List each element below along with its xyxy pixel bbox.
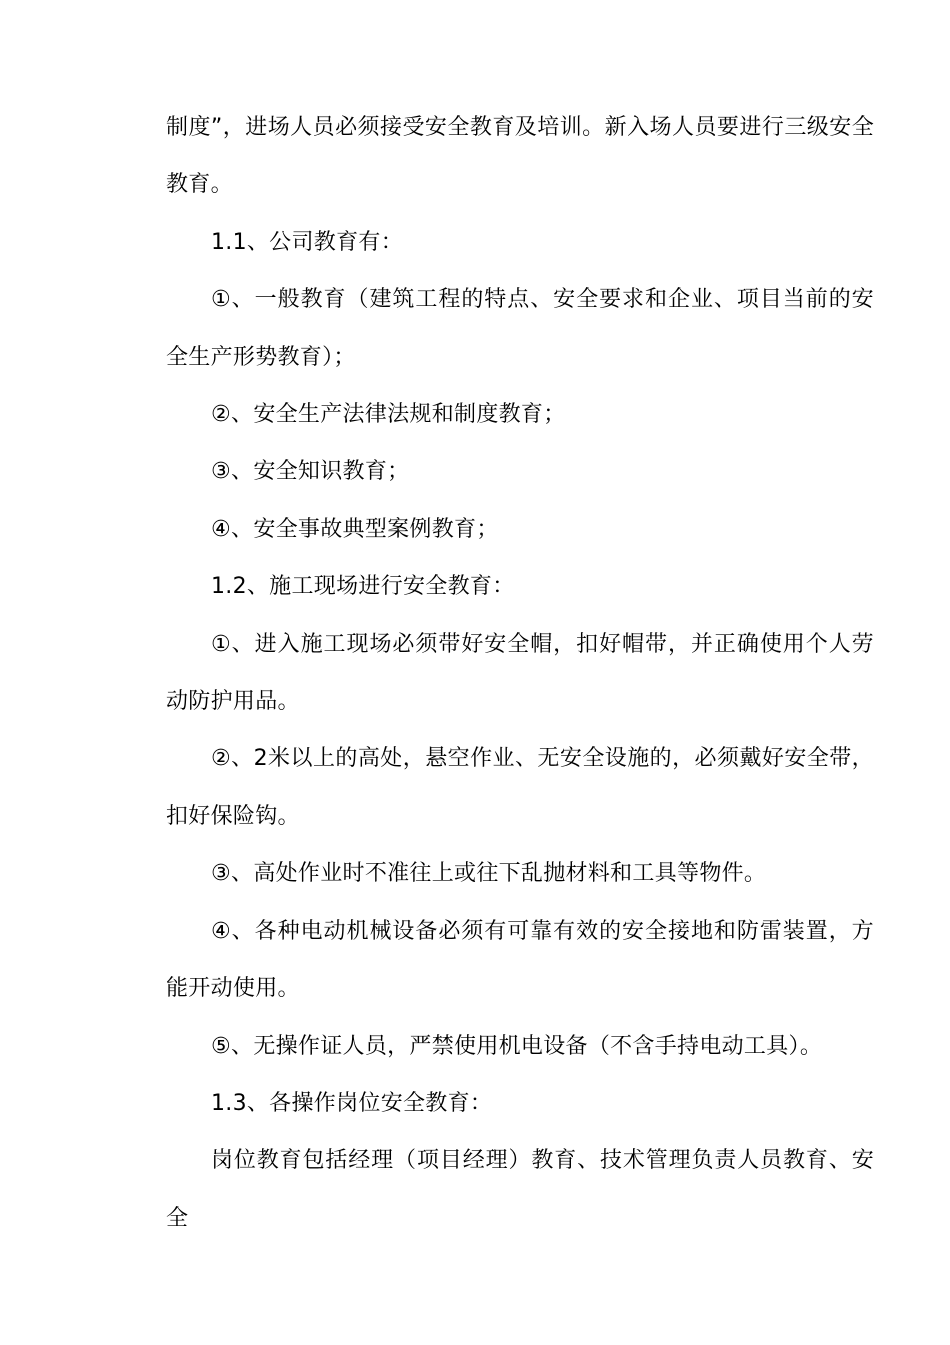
list-item: ④、安全事故典型案例教育；	[211, 516, 499, 542]
section-heading-1-3: 1.3、各操作岗位安全教育：	[211, 1090, 493, 1116]
list-item: ⑤、无操作证人员，严禁使用机电设备（不含手持电动工具）。	[211, 1033, 823, 1059]
section-heading-1-1: 1.1、公司教育有：	[211, 229, 403, 255]
document-body	[166, 99, 874, 1247]
list-item: ③、安全知识教育；	[211, 459, 410, 485]
list-item: ③、高处作业时不准往上或往下乱抛材料和工具等物件。	[211, 861, 767, 887]
list-item: ②、安全生产法律法规和制度教育；	[211, 402, 566, 428]
list-item: ①、一般教育（建筑工程的特点、安全要求和企业、项目当前的安全生产形势教育）；	[166, 287, 874, 370]
list-item: ④、各种电动机械设备必须有可靠有效的安全接地和防雷装置，方能开动使用。	[166, 918, 874, 1002]
paragraph: 制度”，进场人员必须接受安全教育及培训。新入场人员要进行三级安全教育。	[166, 115, 874, 198]
list-item: ①、进入施工现场必须带好安全帽，扣好帽带，并正确使用个人劳动防护用品。	[166, 631, 874, 715]
section-heading-1-2: 1.2、施工现场进行安全教育：	[211, 574, 515, 600]
list-item: ②、2米以上的高处，悬空作业、无安全设施的，必须戴好安全带，扣好保险钩。	[166, 746, 874, 829]
paragraph: 岗位教育包括经理（项目经理）教育、技术管理负责人员教育、安全	[166, 1148, 874, 1231]
